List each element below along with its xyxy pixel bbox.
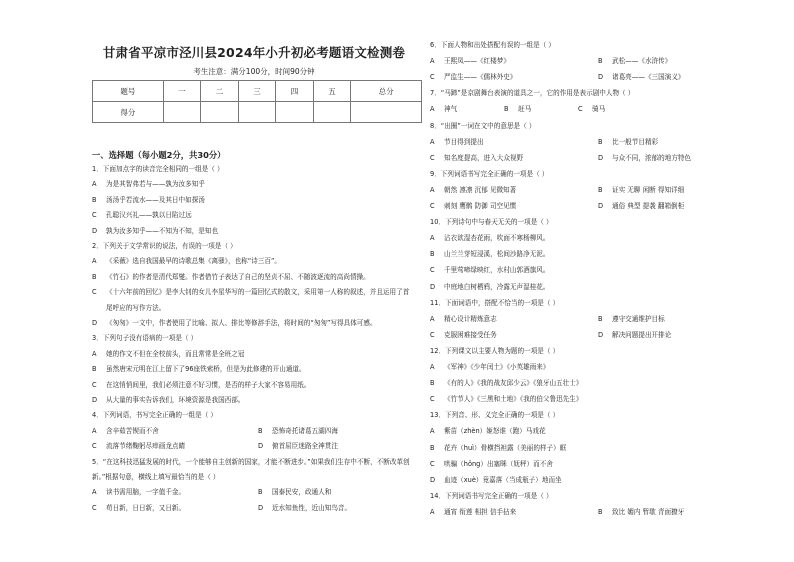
option-text: 孰为汝多知乎——不知为不知，是知也 [106, 226, 219, 235]
question-stem: 4．下列词语，书写完全正确的一组是（ ） [92, 411, 217, 420]
question-stem: 3．下列句子没有语病的一项是（ ） [92, 334, 198, 343]
answer-option[interactable] [258, 442, 338, 451]
answer-option[interactable] [92, 365, 306, 374]
option-letter: C [430, 459, 435, 468]
answer-option[interactable] [430, 202, 516, 211]
score-cell[interactable] [276, 102, 314, 123]
question-stem: 11．下面词语中，搭配不恰当的一项是（ ） [430, 298, 560, 307]
option-text: 《军神》《少年闰土》《小英雄雨来》 [444, 363, 550, 371]
score-table [92, 80, 422, 123]
answer-option[interactable] [430, 476, 562, 485]
option-text: 骑马 [592, 105, 606, 114]
option-text: 《匆匆》一文中，作者使用了比喻、拟人、排比等修辞手法，将时间的“匆匆”写得具体可感。 [106, 319, 377, 327]
option-text: 解决问题提出开排论 [612, 330, 672, 339]
option-text: 紫苗（zhèn）姬怒谁（跑）马戏花 [444, 427, 546, 436]
option-text: 俯首屈臣迷路全神贯注 [272, 442, 338, 451]
option-text: 她的作文不但在全校前头，而且常常是全班之冠 [106, 349, 245, 358]
answer-option[interactable] [578, 105, 605, 114]
option-text: 《十六年前的回忆》是李大钊的女儿李星华写的一篇回忆式的散文，采用第一人称的叙述，并且运用了首 [106, 288, 410, 297]
option-letter: B [598, 137, 603, 146]
answer-option[interactable] [92, 442, 185, 451]
option-letter: C [92, 211, 97, 220]
option-text: 读书需用脑，一字值千金。 [106, 488, 186, 497]
option-letter: C [92, 380, 97, 389]
option-letter: B [598, 57, 603, 66]
question-stem-continued: 新。”根据句意，横线上填写最恰当的是（ ） [92, 473, 220, 481]
question-stem: 12．下列课文以主要人物为题的一项是（ ） [430, 346, 560, 355]
answer-option[interactable] [598, 202, 684, 211]
answer-option[interactable] [430, 234, 550, 243]
answer-option[interactable] [258, 504, 351, 513]
answer-option[interactable] [430, 427, 546, 436]
answer-option[interactable] [92, 396, 244, 405]
score-table-header-row [93, 81, 422, 102]
option-letter: C [92, 442, 97, 451]
option-text: 《竹节人》《三黑和土地》《我的伯父鲁迅先生》 [444, 395, 583, 404]
option-letter: A [430, 314, 435, 323]
answer-option[interactable] [598, 186, 684, 195]
option-letter: C [430, 202, 435, 210]
answer-option[interactable] [92, 488, 185, 497]
option-text: 中庭地白树栖鸦，冷露无声湿桂花。 [444, 282, 550, 291]
answer-option[interactable] [258, 488, 331, 497]
option-letter: A [430, 105, 435, 114]
answer-option[interactable] [430, 508, 516, 517]
score-header-cell: 五 [313, 81, 351, 102]
score-cell[interactable] [351, 102, 422, 123]
option-letter: A [92, 257, 97, 266]
score-header-cell: 一 [163, 81, 201, 102]
option-letter: C [430, 395, 435, 404]
answer-option[interactable] [598, 331, 671, 340]
option-letter: A [430, 185, 435, 194]
answer-option[interactable] [598, 57, 671, 66]
option-text: 精心设计精炼意志 [444, 314, 497, 323]
answer-option[interactable] [258, 427, 338, 436]
answer-option[interactable] [92, 304, 165, 313]
answer-option[interactable] [430, 395, 582, 404]
score-cell[interactable] [313, 102, 351, 123]
section-heading: 一、选择题（每小题2分，共30分） [92, 150, 226, 160]
option-text: 比一般节目精彩 [612, 137, 659, 146]
answer-option[interactable] [430, 331, 497, 340]
answer-option[interactable] [430, 266, 550, 275]
option-letter: A [92, 488, 97, 497]
question-stem: 9．下列词语书写完全正确的一项是（ ） [430, 169, 549, 178]
score-cell[interactable] [163, 102, 201, 123]
answer-option[interactable] [92, 273, 370, 282]
option-letter: B [598, 314, 603, 323]
answer-option[interactable] [430, 186, 516, 195]
option-text: 从大量的事实告诉我们，环境资源是我国西部。 [106, 396, 245, 404]
answer-option[interactable] [430, 444, 566, 453]
exam-notice: 考生注意：满分100分，时间90分钟 [193, 67, 315, 76]
option-text: 通宵 衔莲 相担 信手拈来 [444, 507, 517, 516]
answer-option[interactable] [598, 138, 658, 147]
question-stem: 13．下列音、形、义完全正确的一项是（ ） [430, 411, 560, 420]
exam-title: 甘肃省平凉市泾川县2024年小升初必考题语文检测卷 [102, 45, 406, 60]
option-letter: D [598, 330, 604, 339]
option-letter: C [430, 266, 435, 275]
score-table-score-row [93, 102, 422, 123]
option-text: 神气 [444, 105, 458, 114]
option-text: 致比 媚内 暂歇 青面獠牙 [612, 507, 685, 516]
option-letter: C [430, 73, 435, 82]
option-text: 汤汤乎若流水——及其日中如探汤 [106, 195, 205, 204]
option-letter: B [504, 105, 509, 114]
question-stem: 14．下列词语书写完全正确的一项是（ ） [430, 491, 553, 500]
option-letter: D [430, 282, 436, 291]
answer-option[interactable] [92, 227, 218, 236]
option-letter: A [430, 363, 435, 371]
answer-option[interactable] [92, 288, 409, 297]
option-text: 武松——《水浒传》 [612, 57, 672, 66]
option-letter: B [430, 250, 435, 259]
option-letter: B [598, 185, 603, 194]
answer-option[interactable] [92, 319, 377, 328]
answer-option[interactable] [430, 138, 484, 147]
question-stem: 6．下面人物和出处搭配有误的一组是（ ） [430, 41, 555, 49]
option-text: 千里莺啼绿映红，水村山郭酒旗风。 [444, 266, 550, 275]
option-text: 流落节绪鞠躬尽瘁画龙点睛 [106, 442, 186, 451]
answer-option[interactable] [430, 105, 457, 114]
option-text: 国泰民安，政通人和 [272, 488, 332, 497]
option-letter: D [258, 503, 264, 512]
option-letter: B [92, 365, 97, 374]
option-text: 沾衣欲湿杏花雨，吹面不寒杨柳风。 [444, 234, 550, 243]
option-letter: A [92, 426, 97, 435]
option-text: 证实 无聊 闲断 得知详细 [612, 185, 685, 194]
option-text: 《采薇》选自我国最早的诗歌总集《离骚》，也称“诗三百”。 [106, 257, 281, 266]
option-letter: A [430, 137, 435, 146]
option-letter: D [598, 153, 604, 162]
option-letter: C [92, 503, 97, 512]
option-letter: A [430, 507, 435, 516]
option-text: 与众不同，浓郁的地方特色 [612, 153, 692, 162]
score-row-label: 得分 [93, 102, 164, 123]
question-stem: 10．下列诗句中与春天无关的一项是（ ） [430, 218, 553, 227]
question-stem: 8．“出圈”一词在文中的意思是（ ） [430, 121, 536, 130]
option-text: 通俗 典型 提袭 翻箱倒柜 [612, 202, 685, 210]
option-text: 刺刻 鹰鹘 防御 司空见惯 [444, 202, 517, 210]
answer-option[interactable] [598, 315, 665, 324]
option-text: 尾呼应的写作方法。 [106, 303, 166, 312]
option-text: 节目得到提出 [444, 137, 484, 146]
option-text: 诸葛亮——《三国演义》 [612, 73, 685, 82]
option-text: 含辛茹苦锲而不舍 [106, 426, 159, 435]
option-text: 苟日新，日日新，又日新。 [106, 503, 186, 512]
option-text: 在这悄悄间里，我们必须注意不好习惯，是否的样子大家不容易用纸。 [106, 380, 311, 389]
option-letter: C [92, 288, 97, 297]
answer-option[interactable] [92, 257, 281, 266]
option-text: 哄骗（hǒng）出塞眯（妩秤）而不舍 [444, 459, 553, 468]
answer-option[interactable] [430, 460, 553, 469]
option-letter: B [430, 443, 435, 452]
score-header-cell: 四 [276, 81, 314, 102]
option-letter: D [430, 475, 436, 484]
answer-option[interactable] [430, 283, 550, 292]
option-letter: A [430, 57, 435, 66]
answer-option[interactable] [92, 180, 205, 189]
question-stem: 1．下面加点字的读音完全相同的一组是（ ） [92, 165, 224, 173]
score-cell[interactable] [201, 102, 239, 123]
answer-option[interactable] [92, 504, 185, 513]
option-text: 花卉（huì）骨横挡袒露（美丽的样子）眶 [444, 443, 567, 452]
answer-option[interactable] [598, 154, 691, 163]
option-letter: D [92, 226, 98, 235]
option-letter: B [598, 507, 603, 516]
option-letter: C [430, 153, 435, 162]
option-text: 严监生——《儒林外史》 [444, 73, 517, 82]
answer-option[interactable] [430, 379, 582, 388]
option-letter: D [92, 319, 98, 327]
option-text: 遵守交通维护目标 [612, 314, 665, 323]
option-letter: A [92, 180, 97, 189]
answer-option[interactable] [92, 381, 310, 390]
question-stem: 7．“马蹄”是京剧舞台表演的道具之一，它的作用是表示剧中人物（ ） [430, 89, 635, 98]
option-letter: B [258, 426, 263, 435]
option-text: 孔聪汉兴礼——孰以日陷过远 [106, 211, 192, 220]
option-letter: A [430, 234, 435, 243]
answer-option[interactable] [430, 73, 517, 82]
question-stem: 2．下列关于文学常识的说法，有误的一项是（ ） [92, 242, 237, 250]
question-stem: 5．“在这科技迅猛发展的时代，一个能够自主创新的国家，才能不断进步。”如果我们生存中不断，不断改革创 [92, 457, 410, 466]
option-text: 克服困难接受任务 [444, 330, 497, 339]
answer-option[interactable] [430, 57, 510, 66]
option-letter: C [578, 105, 583, 114]
option-letter: B [258, 488, 263, 497]
option-text: 血迹（xuè）竟嘉落（当成瓶子）地而坐 [444, 475, 562, 484]
option-text: 赶马 [518, 105, 532, 114]
score-header-cell: 总分 [351, 81, 422, 102]
option-text: 《竹石》的作者是清代郑燮。作者借竹子表达了自己的坚贞不屈、不随波逐流的高尚情操。 [106, 272, 370, 281]
answer-option[interactable] [92, 196, 205, 205]
option-text: 虽然唐宋元明在江上留下了96座铁索桥，但是为此修建的开山通道。 [106, 365, 306, 374]
answer-option[interactable] [430, 363, 550, 372]
answer-option[interactable] [92, 211, 192, 220]
answer-option[interactable] [430, 250, 550, 259]
option-text: 朝然 凛凛 沉郁 见微知著 [444, 185, 517, 194]
answer-option[interactable] [430, 154, 523, 163]
score-header-cell: 二 [201, 81, 239, 102]
answer-option[interactable] [92, 427, 159, 436]
answer-option[interactable] [430, 315, 497, 324]
option-text: 王熙凤——《红楼梦》 [444, 57, 510, 66]
option-letter: B [92, 272, 97, 281]
option-letter: B [92, 195, 97, 204]
option-text: 近水知鱼性，近山知鸟音。 [272, 503, 352, 512]
answer-option[interactable] [92, 350, 244, 359]
option-letter: D [598, 73, 604, 82]
option-letter: D [92, 396, 98, 404]
option-text: 恐怖奇托诸葛五湖四海 [272, 426, 338, 435]
answer-option[interactable] [504, 105, 531, 114]
option-text: 《有的人》《我的战友邱少云》《狼牙山五壮士》 [444, 379, 583, 388]
score-header-cell: 三 [238, 81, 276, 102]
score-header-cell: 题号 [93, 81, 164, 102]
answer-option[interactable] [598, 73, 685, 82]
score-cell[interactable] [238, 102, 276, 123]
option-letter: A [430, 427, 435, 436]
option-text: 知名度提高，进入大众视野 [444, 153, 524, 162]
option-text: 为是其智弗若与——孰为汝多知乎 [106, 180, 205, 189]
option-text: 山兰兰芽短浸溪，松间沙路净无泥。 [444, 250, 550, 259]
option-letter: D [258, 442, 264, 451]
option-letter: D [598, 202, 604, 210]
option-letter: B [430, 379, 435, 388]
option-letter: C [430, 330, 435, 339]
answer-option[interactable] [598, 508, 684, 517]
option-letter: A [92, 349, 97, 358]
